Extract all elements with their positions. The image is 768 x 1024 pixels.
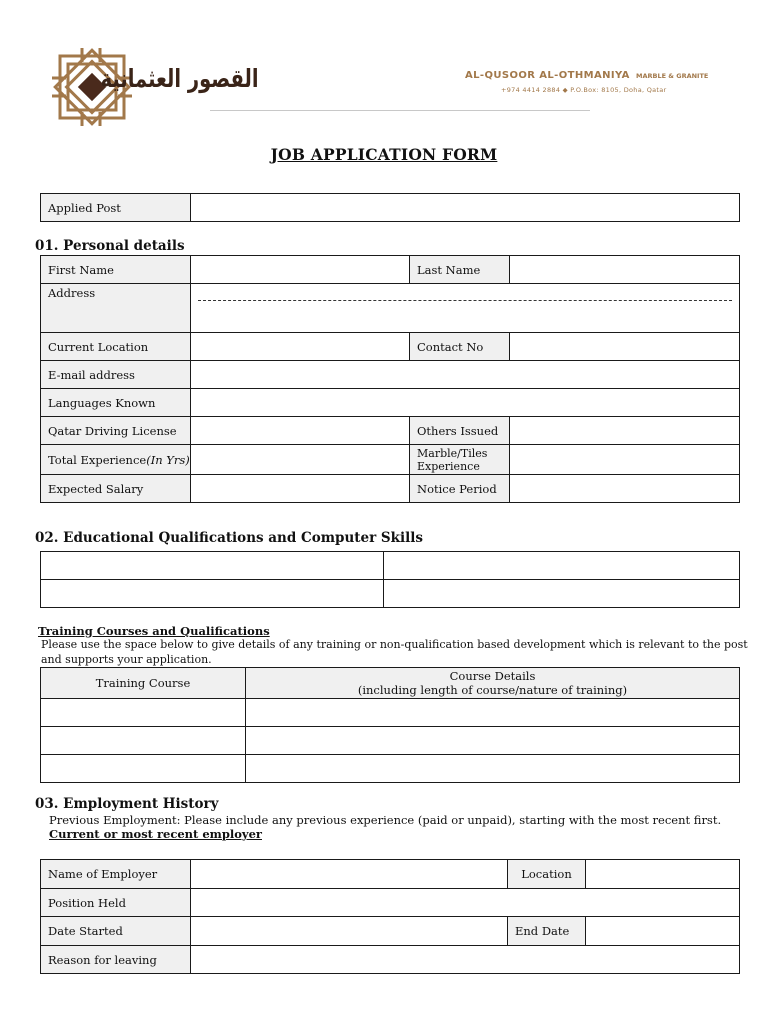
header-divider <box>210 110 590 111</box>
current-employer-subheading: Current or most recent employer <box>49 827 262 841</box>
address-dashed-line <box>198 300 732 301</box>
notice-period-label: Notice Period <box>410 475 510 503</box>
marble-experience-field[interactable] <box>510 445 740 475</box>
total-experience-text: Total Experience <box>48 452 147 467</box>
education-table <box>40 551 740 608</box>
notice-period-field[interactable] <box>510 475 740 503</box>
course-details-column-header <box>246 668 740 699</box>
applied-post-table <box>40 193 740 222</box>
total-experience-field[interactable] <box>191 445 410 475</box>
position-held-label: Position Held <box>41 889 191 917</box>
course-details-cell[interactable] <box>246 727 740 755</box>
languages-field[interactable] <box>191 389 740 417</box>
driving-license-field[interactable] <box>191 417 410 445</box>
personal-details-heading: 01. Personal details <box>35 238 185 254</box>
training-instruction-line2: and supports your application. <box>41 653 212 666</box>
date-started-label: Date Started <box>41 917 191 946</box>
end-date-label: End Date <box>508 917 586 946</box>
contact-no-field[interactable] <box>510 333 740 361</box>
personal-details-table <box>40 255 740 503</box>
training-course-column-header: Training Course <box>41 668 246 699</box>
reason-for-leaving-field[interactable] <box>191 946 740 974</box>
expected-salary-label: Expected Salary <box>41 475 191 503</box>
email-field[interactable] <box>191 361 740 389</box>
education-cell[interactable] <box>41 552 384 580</box>
applied-post-label: Applied Post <box>41 194 191 222</box>
company-tagline: MARBLE & GRANITE <box>636 72 709 80</box>
applied-post-field[interactable] <box>191 194 740 222</box>
course-details-cell[interactable] <box>246 755 740 783</box>
company-contact: +974 4414 2884 ◆ P.O.Box: 8105, Doha, Qatar <box>501 86 667 94</box>
address-label: Address <box>41 284 191 333</box>
last-name-label: Last Name <box>410 256 510 284</box>
date-started-field[interactable] <box>191 917 508 946</box>
employment-table <box>40 859 740 974</box>
others-issued-label: Others Issued <box>410 417 510 445</box>
course-details-subtitle: (including length of course/nature of training) <box>357 683 628 697</box>
education-heading: 02. Educational Qualifications and Computer Skills <box>35 530 424 546</box>
languages-label: Languages Known <box>41 389 191 417</box>
others-issued-field[interactable] <box>510 417 740 445</box>
driving-license-label: Qatar Driving License <box>41 417 191 445</box>
training-course-cell[interactable] <box>41 699 246 727</box>
name-of-employer-label: Name of Employer <box>41 860 191 889</box>
training-instruction-line1: Please use the space below to give details of any training or non-qualification based development which is relevant to the post <box>41 638 748 651</box>
reason-for-leaving-label: Reason for leaving <box>41 946 191 974</box>
current-location-label: Current Location <box>41 333 191 361</box>
total-experience-unit: (In Yrs) <box>146 452 190 467</box>
marble-experience-label: Marble/Tiles Experience <box>410 445 510 475</box>
total-experience-label <box>41 445 191 475</box>
name-of-employer-field[interactable] <box>191 860 508 889</box>
company-arabic-name: القصور العثمانية <box>100 64 259 93</box>
location-field[interactable] <box>586 860 740 889</box>
first-name-label: First Name <box>41 256 191 284</box>
training-course-cell[interactable] <box>41 755 246 783</box>
course-details-title: Course Details <box>449 669 536 683</box>
contact-no-label: Contact No <box>410 333 510 361</box>
course-details-cell[interactable] <box>246 699 740 727</box>
training-heading: Training Courses and Qualifications <box>38 624 270 638</box>
last-name-field[interactable] <box>510 256 740 284</box>
position-held-field[interactable] <box>191 889 740 917</box>
expected-salary-field[interactable] <box>191 475 410 503</box>
company-name: AL-QUSOOR AL-OTHMANIYA <box>465 70 630 81</box>
training-table <box>40 667 740 783</box>
education-cell[interactable] <box>41 580 384 608</box>
location-label: Location <box>508 860 586 889</box>
current-location-field[interactable] <box>191 333 410 361</box>
employment-heading: 03. Employment History <box>35 796 219 812</box>
address-field[interactable] <box>191 284 740 333</box>
email-label: E-mail address <box>41 361 191 389</box>
end-date-field[interactable] <box>586 917 740 946</box>
employment-instruction: Previous Employment: Please include any previous experience (paid or unpaid), starting with the most recent first. <box>49 813 722 827</box>
page-title: JOB APPLICATION FORM <box>270 145 498 164</box>
training-course-cell[interactable] <box>41 727 246 755</box>
education-cell[interactable] <box>384 580 740 608</box>
education-cell[interactable] <box>384 552 740 580</box>
first-name-field[interactable] <box>191 256 410 284</box>
